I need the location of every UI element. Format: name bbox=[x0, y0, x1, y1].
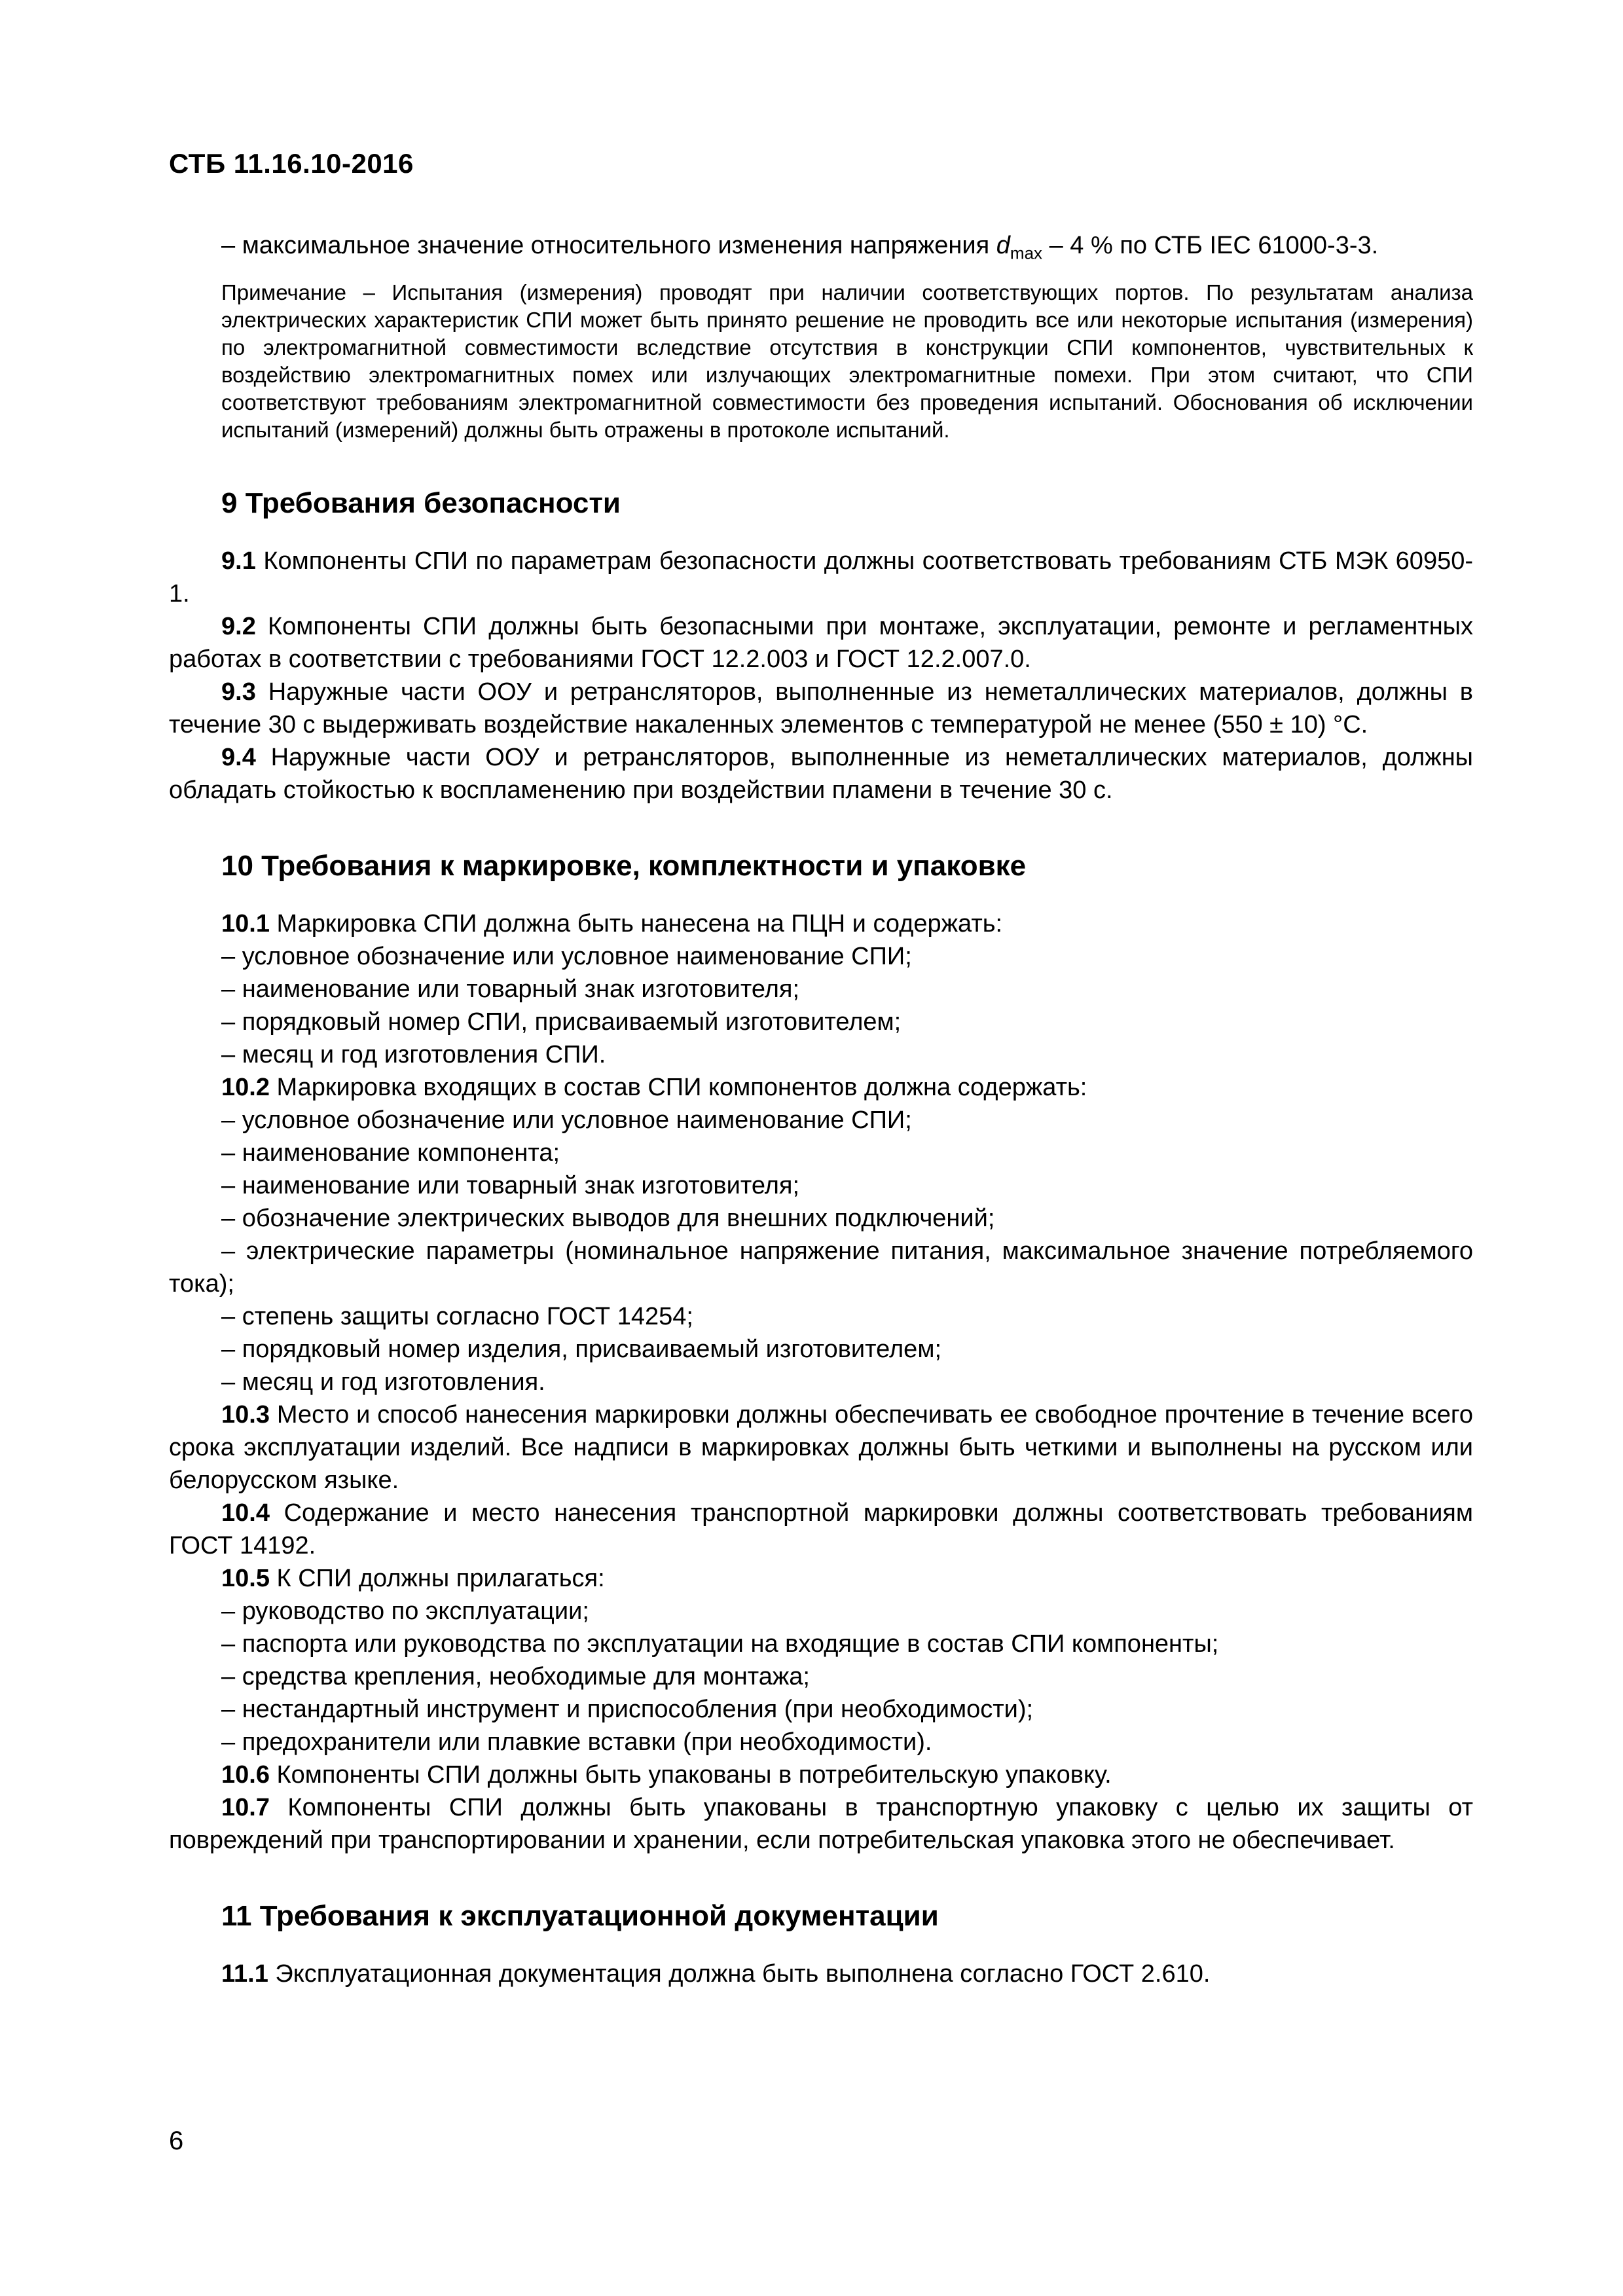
paragraph-9-4 bbox=[169, 741, 1473, 807]
paragraph-10-5 bbox=[169, 1562, 1473, 1595]
document-code: СТБ 11.16.10-2016 bbox=[169, 148, 414, 179]
list-item: – паспорта или руководства по эксплуатации на входящие в состав СПИ компоненты; bbox=[221, 1630, 1219, 1658]
section-9-heading: 9 Требования безопасности bbox=[221, 486, 621, 519]
d-symbol: d bbox=[996, 232, 1010, 259]
paragraph-9-3 bbox=[169, 676, 1473, 741]
clause-text: Наружные части ООУ и ретрансляторов, выполненные из неметаллических материалов, должны в течение 30 с выдерживать воздействие накаленных элементов с температурой не менее (550 ± 10) °C. bbox=[169, 678, 1473, 738]
list-item: – степень защиты согласно ГОСТ 14254; bbox=[221, 1302, 693, 1330]
list-item: – руководство по эксплуатации; bbox=[221, 1597, 589, 1625]
intro-paragraph bbox=[169, 229, 1473, 270]
clause-text: Компоненты СПИ по параметрам безопасности должны соответствовать требованиям СТБ МЭК 60950-1. bbox=[169, 547, 1473, 608]
clause-text: Наружные части ООУ и ретрансляторов, выполненные из неметаллических материалов, должны обладать стойкостью к воспламенению при воздействии пламени в течение 30 с. bbox=[169, 743, 1473, 804]
list-item: – условное обозначение или условное наименование СПИ; bbox=[221, 942, 912, 970]
intro-text-before: – максимальное значение относительного изменения напряжения bbox=[221, 232, 996, 259]
list-item: – порядковый номер изделия, присваиваемый изготовителем; bbox=[221, 1335, 941, 1363]
list-item: – наименование или товарный знак изготовителя; bbox=[221, 975, 799, 1003]
clause-text: Маркировка входящих в состав СПИ компонентов должна содержать: bbox=[269, 1073, 1087, 1101]
paragraph-11-1 bbox=[169, 1958, 1473, 1990]
paragraph-10-3 bbox=[169, 1398, 1473, 1497]
clause-number: 10.3 bbox=[221, 1400, 270, 1429]
list-item: – предохранители или плавкие вставки (при необходимости). bbox=[221, 1728, 932, 1756]
clause-number: 11.1 bbox=[221, 1959, 268, 1988]
list-item: – нестандартный инструмент и приспособления (при необходимости); bbox=[221, 1695, 1034, 1723]
paragraph-10-7 bbox=[169, 1791, 1473, 1857]
clause-text: Содержание и место нанесения транспортной маркировки должны соответствовать требованиям ГОСТ 14192. bbox=[169, 1499, 1473, 1559]
clause-number: 10.6 bbox=[221, 1760, 270, 1789]
d-subscript: max bbox=[1010, 243, 1043, 263]
list-item: – обозначение электрических выводов для внешних подключений; bbox=[221, 1204, 995, 1232]
clause-text: К СПИ должны прилагаться: bbox=[269, 1564, 605, 1592]
list-item: – средства крепления, необходимые для монтажа; bbox=[221, 1662, 810, 1690]
paragraph-10-4 bbox=[169, 1497, 1473, 1562]
paragraph-10-2 bbox=[169, 1071, 1473, 1104]
clause-number: 10.5 bbox=[221, 1564, 270, 1592]
paragraph-10-6 bbox=[169, 1758, 1473, 1791]
page-number: 6 bbox=[169, 2126, 184, 2155]
list-item: – месяц и год изготовления. bbox=[221, 1368, 545, 1396]
list-item: – месяц и год изготовления СПИ. bbox=[221, 1040, 606, 1068]
clause-number: 9.2 bbox=[221, 612, 256, 640]
clause-number: 9.1 bbox=[221, 547, 256, 575]
page-body bbox=[169, 229, 1473, 1990]
section-11-heading: 11 Требования к эксплуатационной документации bbox=[221, 1899, 939, 1932]
paragraph-9-1 bbox=[169, 545, 1473, 610]
clause-number: 9.3 bbox=[221, 678, 256, 706]
intro-text-after: – 4 % по СТБ IEC 61000-3-3. bbox=[1042, 232, 1379, 259]
clause-text: Место и способ нанесения маркировки должны обеспечивать ее свободное прочтение в течение всего срока эксплуатации изделий. Все надписи в маркировках должны быть четкими и выполнены на русском или белорусском языке. bbox=[169, 1400, 1473, 1494]
clause-number: 10.4 bbox=[221, 1499, 270, 1527]
clause-text: Компоненты СПИ должны быть упакованы в транспортную упаковку с целью их защиты от повреждений при транспортировании и хранении, если потребительская упаковка этого не обеспечивает. bbox=[169, 1793, 1473, 1854]
clause-number: 10.2 bbox=[221, 1073, 270, 1101]
list-item: – наименование компонента; bbox=[221, 1139, 560, 1167]
list-item: – условное обозначение или условное наименование СПИ; bbox=[221, 1106, 912, 1134]
clause-number: 10.7 bbox=[221, 1793, 270, 1821]
paragraph-9-2 bbox=[169, 610, 1473, 676]
list-item: – наименование или товарный знак изготовителя; bbox=[221, 1171, 799, 1199]
section-10-heading: 10 Требования к маркировке, комплектности и упаковке bbox=[221, 849, 1027, 882]
paragraph-10-1 bbox=[169, 907, 1473, 940]
clause-text: Компоненты СПИ должны быть безопасными при монтаже, эксплуатации, ремонте и регламентных работах в соответствии с требованиями ГОСТ 12.2.003 и ГОСТ 12.2.007.0. bbox=[169, 612, 1473, 673]
clause-number: 9.4 bbox=[221, 743, 256, 771]
clause-text: Компоненты СПИ должны быть упакованы в потребительскую упаковку. bbox=[269, 1760, 1112, 1789]
list-item: – электрические параметры (номинальное напряжение питания, максимальное значение потребляемого тока); bbox=[169, 1237, 1473, 1298]
list-item: – порядковый номер СПИ, присваиваемый изготовителем; bbox=[221, 1008, 902, 1036]
clause-text: Эксплуатационная документация должна быть выполнена согласно ГОСТ 2.610. bbox=[268, 1959, 1211, 1988]
note-paragraph: Примечание – Испытания (измерения) проводят при наличии соответствующих портов. По результатам анализа электрических характеристик СПИ может быть принято решение не проводить все или некоторые испытания (измерения) по электромагнитной совместимости вследствие отсутствия в конструкции СПИ компонентов, чувствительных к воздействию электромагнитных помех или излучающих электромагнитные помехи. При этом считают, что СПИ соответствуют требованиям электромагнитной совместимости без проведения испытаний. Обоснования об исключении испытаний (измерений) должны быть отражены в протоколе испытаний. bbox=[221, 280, 1473, 442]
clause-number: 10.1 bbox=[221, 909, 270, 938]
clause-text: Маркировка СПИ должна быть нанесена на ПЦН и содержать: bbox=[269, 909, 1003, 938]
